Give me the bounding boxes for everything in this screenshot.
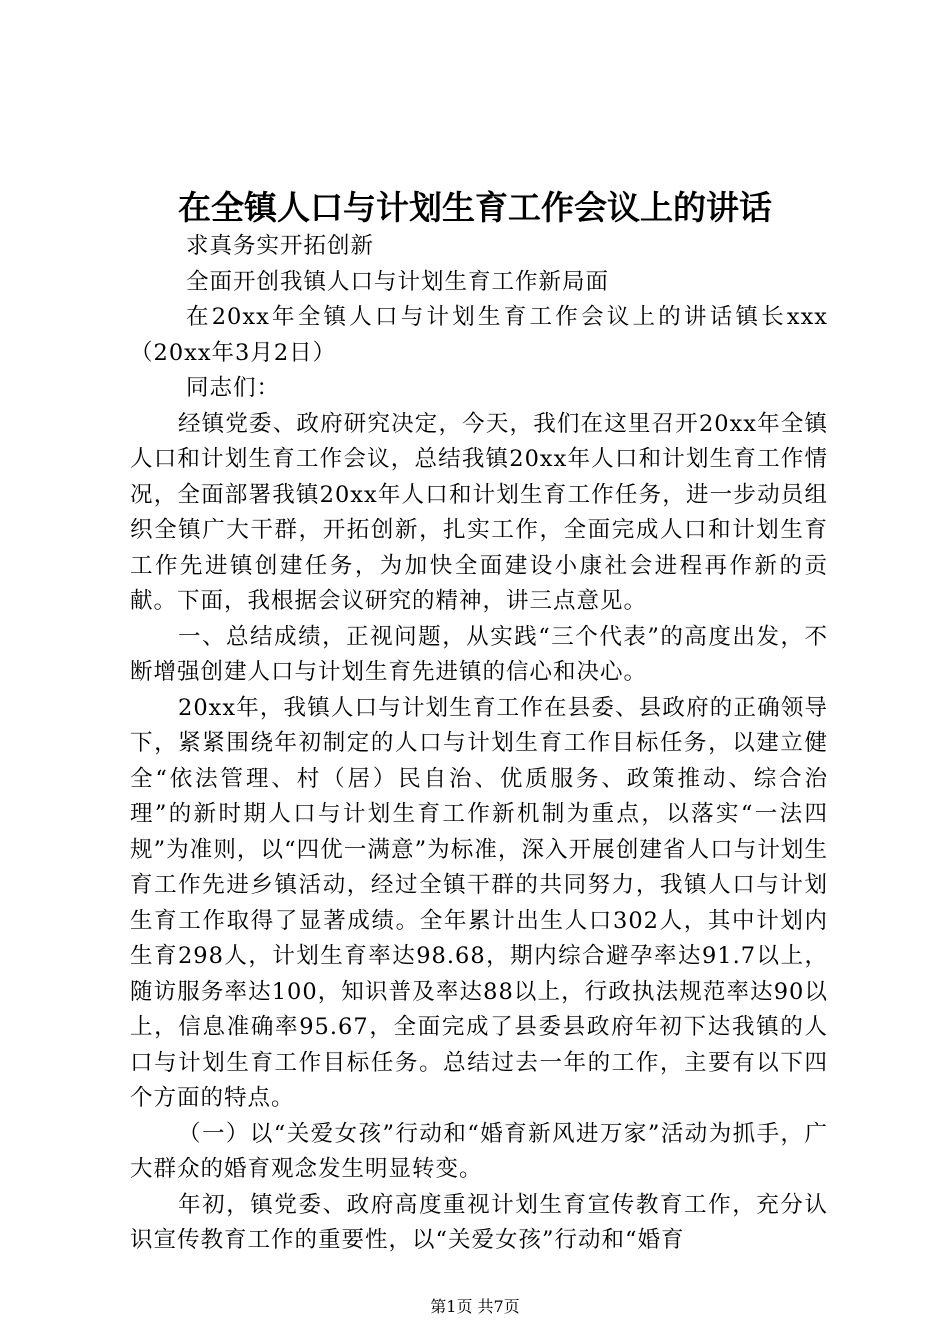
subsection-heading: （一）以“关爱女孩”行动和“婚育新风进万家”活动为抓手，广大群众的婚育观念发生明显转变。 <box>130 1120 828 1182</box>
paragraph: 年初，镇党委、政府高度重视计划生育宣传教育工作，充分认识宣传教育工作的重要性，以“关爱女孩”行动和“婚育 <box>130 1191 828 1253</box>
salutation: 同志们： <box>186 375 281 401</box>
paragraph: 20xx年，我镇人口与计划生育工作在县委、县政府的正确领导下，紧紧围绕年初制定的人口与计划生育工作目标任务，以建立健全“依法管理、村（居）民自治、优质服务、政策推动、综合治理”的新时期人口与计划生育工作新机制为重点，以落实“一法四规”为准则，以“四优一满意”为标准，深入开展创建省人口与计划生育工作先进乡镇活动，经过全镇干群的共同努力，我镇人口与计划生育工作取得了显著成绩。全年累计出生人口302人，其中计划内生育298人，计划生育率达98.68，期内综合避孕率达91.7以上，随访服务率达100，知识普及率达88以上，行政执法规范率达90以上，信息准确率95.67，全面完成了县委县政府年初下达我镇的人口与计划生育工作目标任务。总结过去一年的工作，主要有以下四个方面的特点。 <box>130 694 828 1111</box>
subtitle-line-1: 求真务实开拓创新 <box>186 233 375 259</box>
page-number: 第1页 共7页 <box>430 1297 520 1316</box>
section-heading: 一、总结成绩，正视问题，从实践“三个代表”的高度出发，不断增强创建人口与计划生育先进镇的信心和决心。 <box>130 623 828 685</box>
document-body <box>130 229 828 1259</box>
subtitle-line-3: 在20xx年全镇人口与计划生育工作会议上的讲话镇长xxx（20xx年3月2日） <box>130 304 828 366</box>
subtitle-line-2: 全面开创我镇人口与计划生育工作新局面 <box>186 268 610 295</box>
page-title: 在全镇人口与计划生育工作会议上的讲话 <box>178 188 772 227</box>
paragraph: 经镇党委、政府研究决定，今天，我们在这里召开20xx年全镇人口和计划生育工作会议，总结我镇20xx年人口和计划生育工作情况，全面部署我镇20xx年人口和计划生育工作任务，进一步动员组织全镇广大干群，开拓创新，扎实工作，全面完成人口和计划生育工作先进镇创建任务，为加快全面建设小康社会进程再作新的贡献。下面，我根据会议研究的精神，讲三点意见。 <box>130 410 828 614</box>
